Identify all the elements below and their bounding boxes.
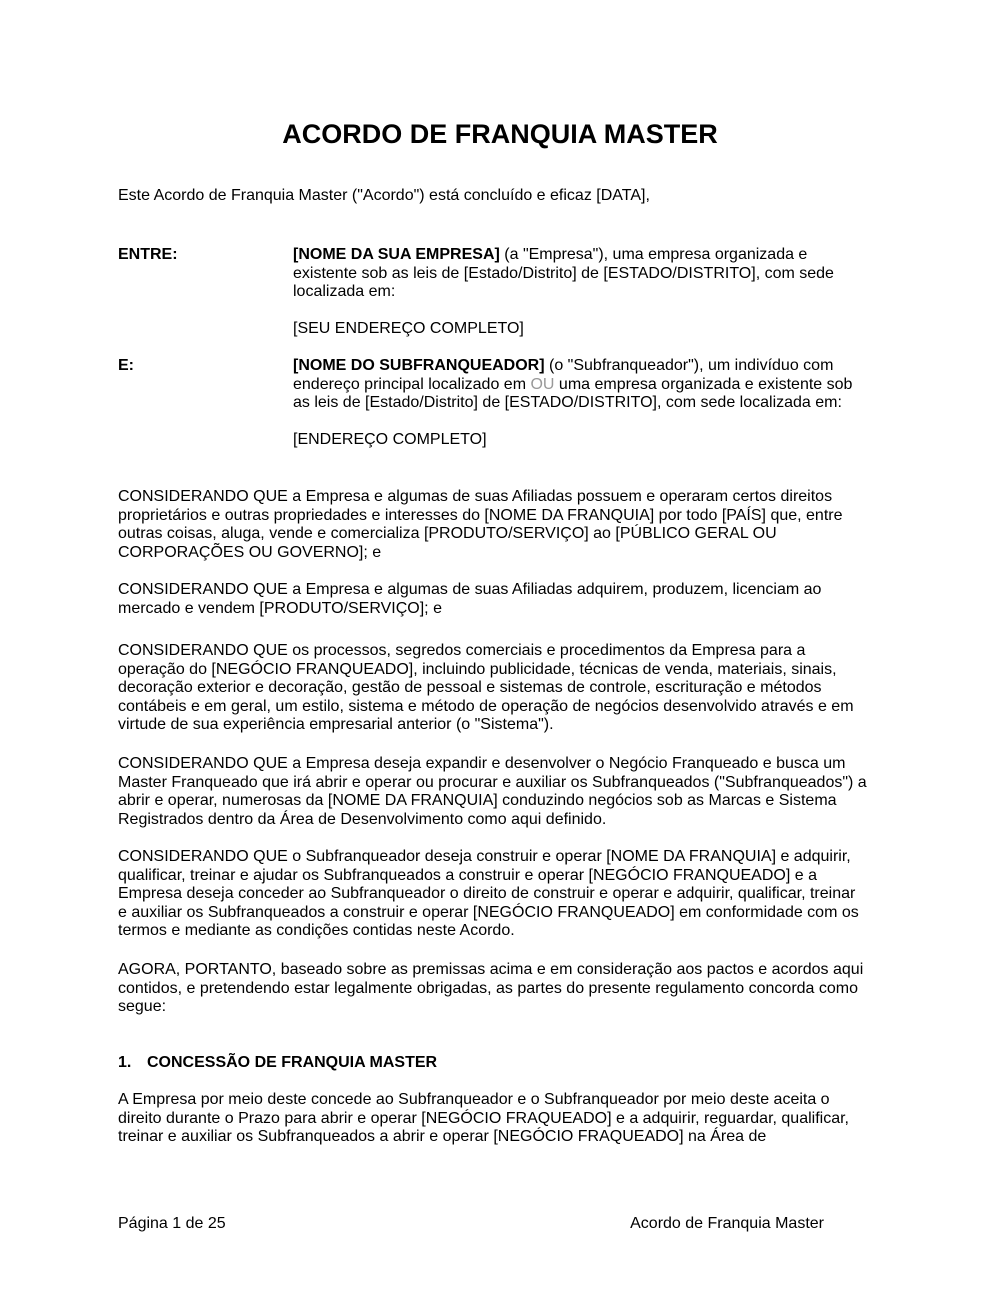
section-1-paragraph [118,1091,890,1147]
section-1-heading [118,1054,437,1073]
party1-name: [NOME DA SUA EMPRESA] [293,246,500,263]
party2-text-line2-after: uma empresa organizada e existente sob [554,375,853,393]
party2-text [293,357,868,413]
para-line: contábeis e em geral, um estilo, sistema e método de operação de negócios desenvolvido através e em [118,697,854,715]
whereas-paragraph-3 [118,642,890,735]
para-line: CONSIDERANDO QUE o Subfranqueador deseja construir e operar [NOME DA FRANQUIA] e adquirir, [118,848,851,865]
para-line: CONSIDERANDO QUE a Empresa e algumas de suas Afiliadas possuem e operaram certos direitos [118,488,833,505]
party1-label: ENTRE: [118,246,178,263]
party1-text-part1: (a "Empresa"), uma empresa organizada e [499,246,808,263]
intro-paragraph: Este Acordo de Franquia Master ("Acordo") está concluído e eficaz [DATA], [118,187,650,204]
para-line: CONSIDERANDO QUE a Empresa deseja expandir e desenvolver o Negócio Franqueado e busca um [118,755,846,772]
whereas-paragraph-2 [118,581,890,618]
para-line: direito durante o Prazo para abrir e operar [NEGÓCIO FRAQUEADO] e a adquirir, reguardar, qualificar, [118,1109,849,1127]
para-line: termos e mediante as condições contidas neste Acordo. [118,922,515,939]
para-line: CORPORAÇÕES OU GOVERNO]; e [118,543,382,561]
para-line: abrir e operar, numerosas da [NOME DA FRANQUIA] conduzindo negócios sob as Marcas e Sistema [118,792,837,809]
para-line: CONSIDERANDO QUE a Empresa e algumas de suas Afiliadas adquirem, produzem, licenciam ao [118,581,822,598]
section-1-number: 1. [118,1054,132,1071]
para-line: operação do [NEGÓCIO FRANQUEADO], incluindo publicidade, técnicas de venda, materiais, sinais, [118,660,837,678]
para-line: AGORA, PORTANTO, baseado sobre as premissas acima e em consideração aos pactos e acordos aqui [118,961,864,978]
para-line: segue: [118,998,167,1015]
party1-text-line3: localizada em: [293,283,396,300]
para-line: A Empresa por meio deste concede ao Subfranqueador e o Subfranqueador por meio deste aceita o [118,1091,830,1108]
party1-address: [SEU ENDEREÇO COMPLETO] [293,320,524,337]
party1-text [293,246,868,302]
para-line: CONSIDERANDO QUE os processos, segredos comerciais e procedimentos da Empresa para a [118,642,806,659]
para-line: outras coisas, aluga, vende e comercializa [PRODUTO/SERVIÇO] ao [PÚBLICO GERAL OU [118,525,777,542]
para-line: proprietários e outras propriedades e interesses do [NOME DA FRANQUIA] por todo [PAÍS] que, entre [118,506,843,524]
whereas-paragraph-5 [118,848,890,941]
party2-address: [ENDEREÇO COMPLETO] [293,431,487,448]
party2-text-part1: (o "Subfranqueador"), um indivíduo com [544,357,834,374]
section-1-title: CONCESSÃO DE FRANQUIA MASTER [147,1054,438,1071]
para-line: Master Franqueado que irá abrir e operar ou procurar e auxiliar os Subfranqueados ("Subfranqueados") a [118,773,867,791]
party2-or-word: OU [530,375,555,393]
party1-text-line2: existente sob as leis de [Estado/Distrito] de [ESTADO/DISTRITO], com sede [293,264,834,282]
whereas-paragraph-4 [118,755,890,829]
party2-text-line2-before: endereço principal localizado em [293,375,531,393]
para-line: e auxiliar os Subfranqueados a construir e operar [NEGÓCIO FRANQUEADO] em conformidade com os [118,903,859,921]
footer-document-title: Acordo de Franquia Master [630,1215,824,1232]
now-therefore-paragraph [118,961,890,1017]
para-line: decoração exterior e decoração, gestão de pessoal e sistemas de controle, escrituração e métodos [118,679,822,696]
party2-name: [NOME DO SUBFRANQUEADOR] [293,357,545,374]
para-line: Empresa deseja conceder ao Subfranqueador o direito de construir e operar e adquirir, qualificar, treinar [118,885,856,902]
para-line: Registrados dentro da Área de Desenvolvimento como aqui definido. [118,810,607,828]
party2-label: E: [118,357,134,374]
para-line: treinar e auxiliar os Subfranqueados a abrir e operar [NEGÓCIO FRAQUEADO] na Área de [118,1128,767,1145]
footer-page-number: Página 1 de 25 [118,1215,226,1232]
para-line: virtude de sua experiência empresarial anterior (o "Sistema"). [118,716,554,733]
para-line: qualificar, treinar e ajudar os Subfranqueados a construir e operar [NEGÓCIO FRANQUEADO] e a [118,866,817,884]
whereas-paragraph-1 [118,488,890,562]
para-line: mercado e vendem [PRODUTO/SERVIÇO]; e [118,599,442,617]
document-title: ACORDO DE FRANQUIA MASTER [282,119,718,149]
para-line: contidos, e pretendendo estar legalmente obrigadas, as partes do presente regulamento concorda como [118,979,859,997]
party2-text-line3: as leis de [Estado/Distrito] de [ESTADO/DISTRITO], com sede localizada em: [293,394,842,411]
